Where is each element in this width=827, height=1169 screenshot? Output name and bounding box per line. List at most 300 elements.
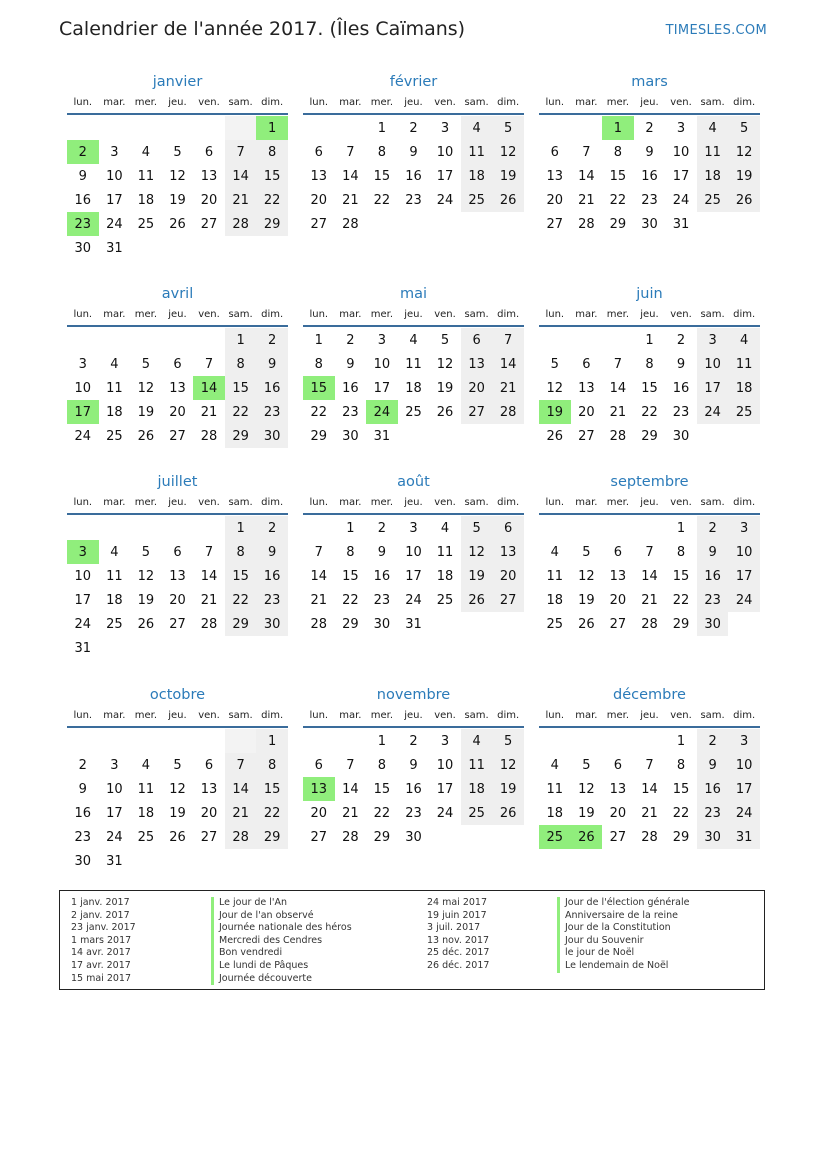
legend-holiday-name: Jour du Souvenir [557, 935, 689, 948]
day-cell: 8 [314, 356, 323, 372]
day-cell: 17 [672, 168, 690, 184]
day-cell: 28 [641, 616, 658, 632]
weekday-label: mer. [606, 710, 630, 721]
weekday-label: ven. [198, 309, 220, 320]
day-cell: 20 [200, 192, 218, 208]
day-cell: 4 [141, 757, 151, 773]
day-cell: 18 [106, 592, 123, 608]
empty-cell [99, 328, 131, 352]
legend-date: 23 janv. 2017 [71, 922, 136, 934]
holiday-day-cell: 15 [303, 376, 335, 400]
day-cell: 7 [225, 140, 257, 164]
day-cell: 22 [672, 592, 690, 608]
day-cell: 27 [200, 216, 218, 232]
day-cell: 15 [373, 168, 391, 184]
weekday-label: mar. [103, 497, 126, 508]
weekday-header [303, 493, 524, 515]
day-cell: 6 [613, 544, 623, 560]
day-cell: 5 [582, 757, 591, 773]
weekday-label: sam. [228, 97, 253, 108]
day-cell: 13 [546, 168, 564, 184]
weekday-label: mer. [370, 309, 394, 320]
day-cell: 5 [492, 116, 524, 140]
day-cell: 29 [672, 616, 690, 632]
day-cell: 15 [672, 568, 690, 584]
weekday-label: dim. [497, 497, 520, 508]
day-cell: 6 [550, 144, 559, 160]
day-cell: 25 [461, 801, 493, 825]
empty-cell [193, 729, 225, 753]
holiday-legend [59, 890, 765, 990]
weekday-label: mer. [606, 497, 630, 508]
day-cell: 28 [641, 829, 658, 845]
day-cell: 27 [578, 428, 595, 444]
day-cell: 26 [169, 216, 186, 232]
day-cell: 19 [137, 592, 155, 608]
weekday-label: sam. [700, 497, 725, 508]
day-cell: 29 [342, 616, 359, 632]
day-cell: 9 [256, 352, 288, 376]
weekday-label: lun. [545, 497, 565, 508]
month-name: février [389, 74, 438, 90]
day-cell: 22 [641, 404, 658, 420]
day-cell: 5 [550, 356, 559, 372]
day-cell: 23 [342, 404, 359, 420]
day-cell: 27 [609, 829, 627, 845]
holiday-day-cell: 3 [67, 540, 99, 564]
day-cell: 20 [310, 192, 328, 208]
day-cell: 9 [697, 753, 729, 777]
legend-date: 26 déc. 2017 [427, 959, 490, 971]
weekday-label: lun. [73, 309, 93, 320]
day-cell: 31 [405, 616, 422, 632]
legend-date: 24 mai 2017 [427, 897, 488, 908]
day-cell: 26 [137, 616, 155, 632]
empty-cell [303, 516, 335, 540]
weekday-label: jeu. [168, 97, 187, 108]
weekday-header [303, 93, 524, 115]
day-cell: 26 [492, 188, 524, 212]
day-cell: 3 [110, 144, 119, 160]
day-cell: 17 [728, 777, 760, 801]
day-cell: 11 [697, 140, 729, 164]
day-cell: 8 [225, 352, 257, 376]
day-cell: 12 [728, 140, 760, 164]
weekday-header [303, 706, 524, 728]
day-cell: 11 [461, 753, 493, 777]
weekday-label: dim. [733, 710, 756, 721]
day-cell: 12 [578, 781, 595, 797]
weekday-label: ven. [434, 710, 456, 721]
day-cell: 11 [436, 544, 454, 560]
day-cell: 25 [728, 400, 760, 424]
weekday-label: mar. [339, 309, 362, 320]
day-cell: 25 [436, 592, 454, 608]
empty-cell [571, 516, 603, 540]
day-cell: 29 [310, 428, 328, 444]
day-cell: 6 [461, 328, 493, 352]
legend-names-left [211, 897, 352, 985]
weekday-header [539, 493, 760, 515]
days-grid [303, 327, 524, 448]
day-cell: 14 [641, 781, 658, 797]
day-cell: 12 [461, 540, 493, 564]
legend-date: 2 janv. 2017 [71, 909, 130, 921]
day-cell: 20 [461, 376, 493, 400]
day-cell: 6 [204, 144, 214, 160]
weekday-label: dim. [261, 309, 284, 320]
day-cell: 26 [436, 404, 454, 420]
weekday-label: ven. [198, 97, 220, 108]
empty-cell [335, 116, 367, 140]
day-cell: 30 [405, 829, 422, 845]
day-cell: 22 [672, 805, 690, 821]
legend-holiday-name: le jour de Noël [557, 947, 689, 960]
day-cell: 12 [169, 781, 186, 797]
day-cell: 13 [461, 352, 493, 376]
day-cell: 6 [173, 544, 182, 560]
weekday-label: ven. [670, 497, 692, 508]
day-cell: 21 [310, 592, 328, 608]
weekday-label: mar. [103, 309, 126, 320]
day-cell: 17 [697, 376, 729, 400]
weekday-label: lun. [309, 710, 329, 721]
day-cell: 7 [346, 757, 355, 773]
day-cell: 9 [78, 781, 87, 797]
day-cell: 20 [546, 192, 564, 208]
day-cell: 30 [373, 616, 391, 632]
day-cell: 23 [373, 592, 391, 608]
days-grid [539, 515, 760, 636]
empty-cell [67, 729, 99, 753]
day-cell: 13 [200, 781, 218, 797]
day-cell: 15 [342, 568, 359, 584]
month-name: janvier [152, 74, 203, 90]
day-cell: 9 [409, 144, 418, 160]
day-cell: 17 [106, 192, 123, 208]
day-cell: 9 [409, 757, 418, 773]
day-cell: 4 [461, 116, 493, 140]
day-cell: 22 [373, 192, 391, 208]
day-cell: 3 [440, 120, 450, 136]
day-cell: 28 [578, 216, 595, 232]
day-cell: 25 [106, 616, 123, 632]
month-calendar [303, 283, 524, 448]
day-cell: 22 [256, 801, 288, 825]
weekday-label: dim. [261, 497, 284, 508]
day-cell: 24 [728, 801, 760, 825]
month-name: septembre [610, 474, 689, 490]
day-cell: 21 [225, 188, 257, 212]
day-cell: 31 [672, 216, 690, 232]
month-name: août [397, 474, 430, 490]
weekday-label: mer. [370, 497, 394, 508]
day-cell: 2 [409, 733, 418, 749]
day-cell: 28 [200, 428, 218, 444]
empty-cell [130, 116, 162, 140]
weekday-label: ven. [198, 497, 220, 508]
day-cell: 1 [346, 520, 355, 536]
day-cell: 7 [613, 356, 623, 372]
day-cell: 30 [672, 428, 690, 444]
days-grid [303, 115, 524, 236]
day-cell: 3 [409, 520, 418, 536]
day-cell: 23 [405, 192, 422, 208]
legend-date: 14 avr. 2017 [71, 947, 131, 959]
day-cell: 16 [74, 192, 92, 208]
day-cell: 26 [169, 829, 186, 845]
weekday-label: lun. [309, 497, 329, 508]
day-cell: 14 [225, 777, 257, 801]
month-calendar [539, 471, 760, 636]
day-cell: 4 [110, 544, 119, 560]
day-cell: 27 [461, 400, 493, 424]
day-cell: 24 [697, 400, 729, 424]
weekday-label: lun. [73, 97, 93, 108]
weekday-header [539, 93, 760, 115]
day-cell: 27 [169, 616, 186, 632]
day-cell: 20 [578, 404, 595, 420]
day-cell: 26 [461, 588, 493, 612]
day-cell: 27 [492, 588, 524, 612]
day-cell: 18 [728, 376, 760, 400]
day-cell: 27 [310, 216, 328, 232]
day-cell: 27 [169, 428, 186, 444]
weekday-label: mer. [606, 97, 630, 108]
day-cell: 3 [676, 120, 686, 136]
weekday-label: mar. [575, 497, 598, 508]
day-cell: 31 [106, 853, 123, 869]
holiday-day-cell: 1 [256, 116, 288, 140]
day-cell: 7 [645, 544, 654, 560]
weekday-label: sam. [700, 97, 725, 108]
day-cell: 14 [641, 568, 658, 584]
weekday-label: mer. [134, 497, 158, 508]
day-cell: 6 [314, 757, 323, 773]
day-cell: 28 [225, 212, 257, 236]
day-cell: 29 [373, 829, 391, 845]
empty-cell [539, 328, 571, 352]
day-cell: 20 [169, 592, 186, 608]
empty-cell [571, 328, 603, 352]
empty-cell [602, 328, 634, 352]
weekday-label: jeu. [404, 309, 423, 320]
legend-dates-right [427, 897, 489, 973]
day-cell: 4 [141, 144, 151, 160]
month-name: avril [161, 286, 194, 302]
day-cell: 29 [225, 424, 257, 448]
day-cell: 13 [492, 540, 524, 564]
day-cell: 7 [314, 544, 323, 560]
day-cell: 10 [106, 168, 123, 184]
day-cell: 19 [492, 777, 524, 801]
day-cell: 9 [377, 544, 387, 560]
holiday-day-cell: 14 [193, 376, 225, 400]
month-calendar [539, 684, 760, 849]
day-cell: 16 [405, 168, 422, 184]
empty-cell [99, 116, 131, 140]
weekday-label: lun. [545, 97, 565, 108]
day-cell: 16 [697, 564, 729, 588]
month-calendar [67, 684, 288, 873]
month-name: mars [631, 74, 668, 90]
day-cell: 28 [310, 616, 328, 632]
day-cell: 23 [74, 829, 92, 845]
weekday-label: mar. [339, 97, 362, 108]
day-cell: 11 [106, 568, 123, 584]
day-cell: 1 [256, 729, 288, 753]
day-cell: 4 [440, 520, 450, 536]
day-cell: 31 [74, 640, 92, 656]
day-cell: 14 [578, 168, 595, 184]
day-cell: 2 [78, 757, 87, 773]
empty-cell [99, 516, 131, 540]
day-cell: 11 [461, 140, 493, 164]
day-cell: 1 [676, 520, 686, 536]
day-cell: 27 [200, 829, 218, 845]
weekday-label: sam. [228, 497, 253, 508]
day-cell: 19 [436, 380, 454, 396]
empty-cell [335, 729, 367, 753]
legend-date: 25 déc. 2017 [427, 947, 490, 959]
weekday-label: mer. [134, 97, 158, 108]
day-cell: 5 [440, 332, 450, 348]
day-cell: 27 [546, 216, 564, 232]
day-cell: 1 [314, 332, 323, 348]
day-cell: 30 [74, 853, 92, 869]
day-cell: 28 [609, 428, 627, 444]
day-cell: 2 [346, 332, 355, 348]
day-cell: 2 [697, 516, 729, 540]
empty-cell [634, 516, 666, 540]
day-cell: 21 [641, 805, 658, 821]
day-cell: 19 [169, 192, 186, 208]
day-cell: 10 [728, 540, 760, 564]
legend-holiday-name: Jour de l'an observé [211, 910, 352, 923]
weekday-label: ven. [434, 97, 456, 108]
weekday-label: jeu. [640, 97, 659, 108]
empty-cell [193, 516, 225, 540]
day-cell: 15 [641, 380, 658, 396]
day-cell: 14 [225, 164, 257, 188]
day-cell: 19 [578, 805, 595, 821]
weekday-label: jeu. [640, 710, 659, 721]
empty-cell [539, 729, 571, 753]
day-cell: 23 [697, 588, 729, 612]
month-calendar [303, 71, 524, 236]
day-cell: 21 [492, 376, 524, 400]
weekday-label: dim. [261, 97, 284, 108]
day-cell: 11 [137, 168, 155, 184]
weekday-label: dim. [497, 710, 520, 721]
day-cell: 13 [200, 168, 218, 184]
legend-holiday-name: Jour de l'élection générale [557, 897, 689, 910]
day-cell: 24 [74, 616, 92, 632]
day-cell: 18 [436, 568, 454, 584]
day-cell: 3 [697, 328, 729, 352]
day-cell: 7 [225, 753, 257, 777]
site-brand-link[interactable]: TIMESLES.COM [665, 23, 767, 38]
day-cell: 13 [169, 568, 186, 584]
day-cell: 10 [405, 544, 422, 560]
weekday-label: ven. [670, 309, 692, 320]
weekday-label: ven. [434, 497, 456, 508]
weekday-label: jeu. [404, 497, 423, 508]
day-cell: 1 [377, 120, 387, 136]
empty-cell [67, 116, 99, 140]
day-cell: 8 [676, 544, 686, 560]
day-cell: 21 [200, 404, 218, 420]
day-cell: 7 [582, 144, 591, 160]
day-cell: 10 [436, 144, 454, 160]
day-cell: 26 [578, 616, 595, 632]
weekday-label: mer. [370, 710, 394, 721]
day-cell: 30 [697, 825, 729, 849]
day-cell: 5 [461, 516, 493, 540]
day-cell: 10 [697, 352, 729, 376]
holiday-day-cell: 19 [539, 400, 571, 424]
empty-cell [602, 516, 634, 540]
legend-holiday-name: Journée découverte [211, 973, 352, 986]
day-cell: 19 [169, 805, 186, 821]
day-cell: 29 [672, 829, 690, 845]
days-grid [539, 728, 760, 849]
day-cell: 24 [436, 805, 454, 821]
day-cell: 11 [106, 380, 123, 396]
day-cell: 19 [492, 164, 524, 188]
day-cell: 10 [74, 568, 92, 584]
day-cell: 24 [436, 192, 454, 208]
day-cell: 17 [74, 592, 92, 608]
day-cell: 24 [728, 588, 760, 612]
empty-cell [99, 729, 131, 753]
legend-holiday-name: Jour de la Constitution [557, 922, 689, 935]
holiday-day-cell: 13 [303, 777, 335, 801]
day-cell: 24 [672, 192, 690, 208]
day-cell: 14 [609, 380, 627, 396]
day-cell: 30 [641, 216, 658, 232]
day-cell: 30 [256, 612, 288, 636]
holiday-day-cell: 26 [571, 825, 603, 849]
day-cell: 18 [137, 805, 155, 821]
day-cell: 18 [137, 192, 155, 208]
day-cell: 4 [728, 328, 760, 352]
day-cell: 12 [546, 380, 564, 396]
day-cell: 25 [461, 188, 493, 212]
weekday-label: dim. [733, 309, 756, 320]
weekday-label: lun. [73, 497, 93, 508]
day-cell: 18 [546, 805, 564, 821]
day-cell: 10 [106, 781, 123, 797]
day-cell: 3 [728, 729, 760, 753]
day-cell: 10 [728, 753, 760, 777]
day-cell: 12 [137, 380, 155, 396]
day-cell: 6 [314, 144, 323, 160]
day-cell: 8 [256, 140, 288, 164]
day-cell: 14 [310, 568, 328, 584]
day-cell: 16 [74, 805, 92, 821]
weekday-header [67, 493, 288, 515]
weekday-label: lun. [545, 309, 565, 320]
weekday-label: jeu. [640, 497, 659, 508]
legend-date: 17 avr. 2017 [71, 959, 131, 971]
day-cell: 21 [225, 801, 257, 825]
days-grid [67, 327, 288, 448]
day-cell: 16 [672, 380, 690, 396]
weekday-label: lun. [309, 97, 329, 108]
weekday-label: lun. [73, 710, 93, 721]
legend-holiday-name: Anniversaire de la reine [557, 910, 689, 923]
